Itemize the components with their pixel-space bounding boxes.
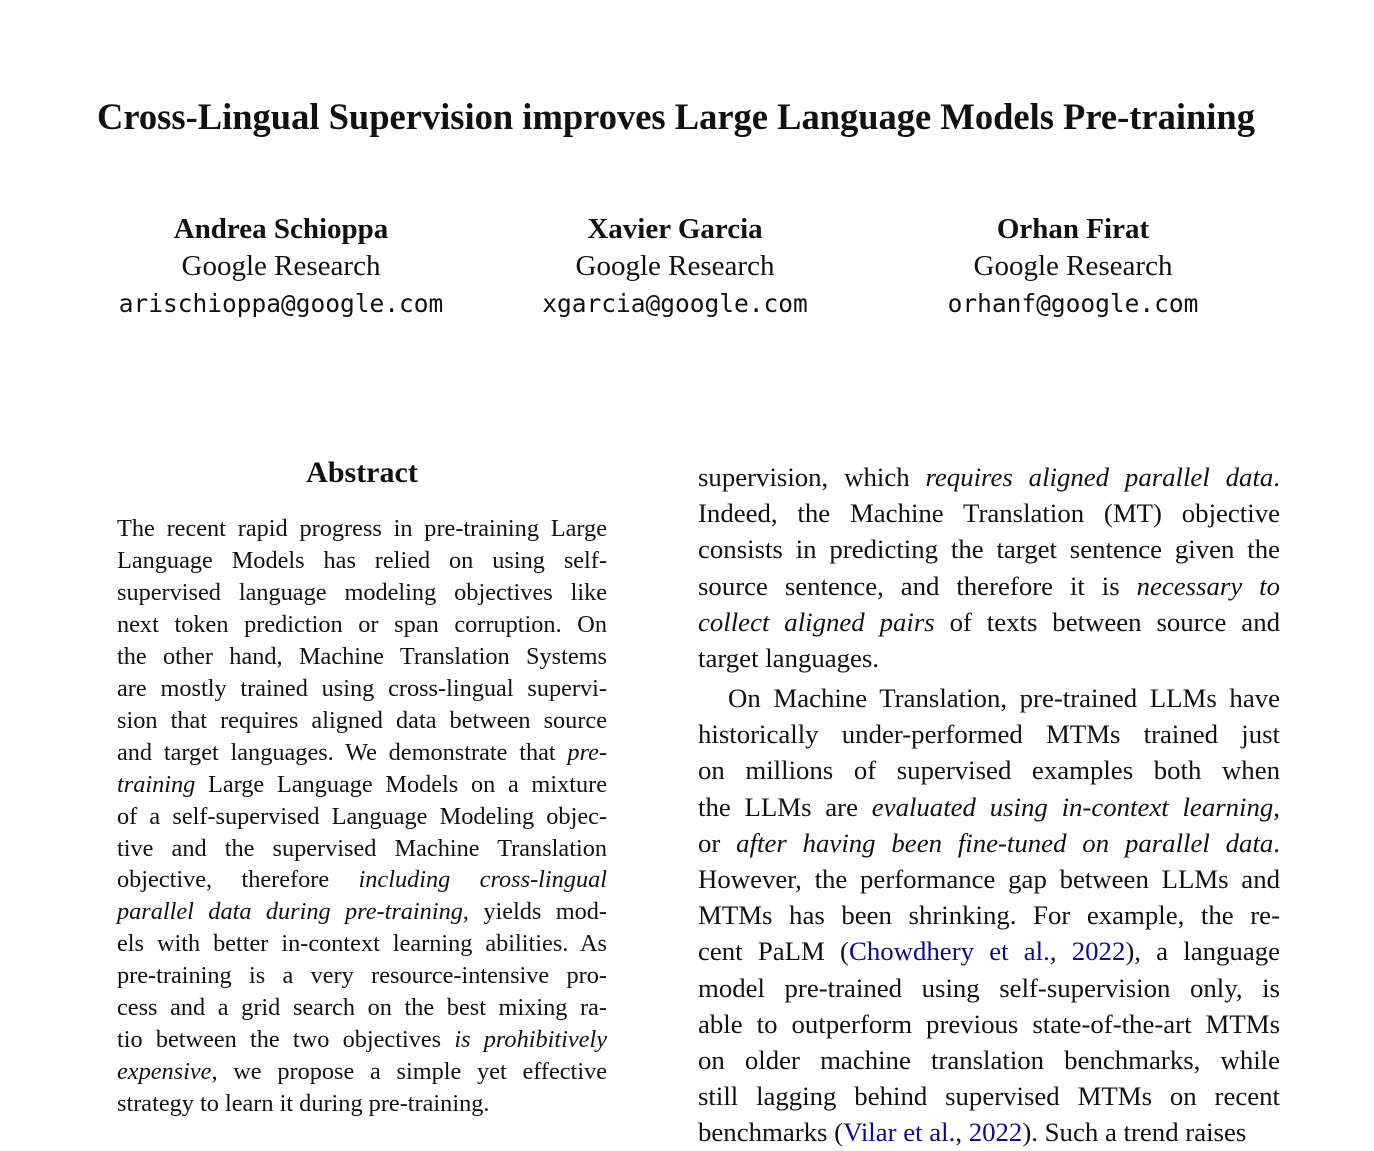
text-segment: the LLMs are <box>698 791 872 822</box>
text-line <box>117 928 607 960</box>
author-block <box>863 211 1283 322</box>
author-block <box>465 211 885 322</box>
author-affiliation: Google Research <box>181 250 381 282</box>
abstract-text <box>117 513 607 1120</box>
text-line <box>698 1006 1280 1042</box>
text-segment: and target languages. We demonstrate that <box>117 738 568 766</box>
emphasis-text: pre- <box>567 738 607 766</box>
text-segment: cent PaLM ( <box>698 936 849 967</box>
text-line <box>698 897 1280 933</box>
text-segment: supervised language modeling objectives like <box>117 578 607 606</box>
text-segment: able to outperform previous state-of-the-art MTMs <box>698 1008 1280 1039</box>
author-name: Andrea Schioppa <box>173 213 389 245</box>
text-segment: cess and a grid search on the best mixing ra- <box>117 994 607 1022</box>
text-segment: tive and the supervised Machine Translation <box>117 834 607 862</box>
text-segment: els with better in-context learning abilities. As <box>117 930 607 958</box>
emphasis-text: expensive <box>117 1058 212 1086</box>
text-line <box>698 752 1280 788</box>
text-segment: of a self-supervised Language Modeling objec- <box>117 802 607 830</box>
text-segment: on older machine translation benchmarks, while <box>698 1045 1280 1076</box>
text-line <box>698 640 1280 676</box>
text-segment: Language Models has relied on using self- <box>117 546 607 574</box>
text-segment: , <box>1049 936 1072 967</box>
author-name: Xavier Garcia <box>587 213 763 245</box>
emphasis-text: training <box>117 770 196 798</box>
text-segment: objective, therefore <box>117 866 359 894</box>
emphasis-text: is prohibitively <box>454 1026 607 1054</box>
text-line <box>698 825 1280 861</box>
author-email: arischioppa@google.com <box>118 289 444 318</box>
text-line <box>117 896 607 928</box>
text-line <box>698 933 1280 969</box>
text-line <box>698 568 1280 604</box>
text-segment: However, the performance gap between LLMs and <box>698 864 1280 895</box>
author-email: orhanf@google.com <box>947 289 1199 318</box>
text-segment: model pre-trained using self-supervision only, is <box>698 972 1280 1003</box>
text-line <box>117 1088 607 1120</box>
author-block <box>71 211 491 322</box>
text-segment: are mostly trained using cross-lingual supervi- <box>117 674 607 702</box>
text-line <box>117 960 607 992</box>
text-line <box>117 1056 607 1088</box>
text-line <box>698 716 1280 752</box>
text-segment: MTMs has been shrinking. For example, the re- <box>698 900 1280 931</box>
text-segment: target languages. <box>698 643 880 674</box>
text-line <box>117 737 607 769</box>
author-email: xgarcia@google.com <box>542 289 808 318</box>
citation-link[interactable]: Chowdhery et al. <box>848 936 1050 967</box>
text-segment: sion that requires aligned data between source <box>117 706 607 734</box>
text-line <box>117 769 607 801</box>
text-segment: , we propose a simple yet effective <box>211 1058 607 1086</box>
text-line <box>698 789 1280 825</box>
body-paragraph <box>698 459 1280 676</box>
text-line <box>117 577 607 609</box>
text-segment: , yields mod- <box>462 898 607 926</box>
text-line <box>698 495 1280 531</box>
text-segment: or <box>698 827 737 858</box>
emphasis-text: after having been fine-tuned on parallel data <box>736 827 1274 858</box>
text-line <box>117 1024 607 1056</box>
text-segment: supervision, which <box>698 462 926 492</box>
author-affiliation: Google Research <box>973 250 1173 282</box>
text-segment: historically under-performed MTMs trained just <box>698 719 1280 750</box>
text-segment: ). Such a trend raises <box>1022 1117 1247 1148</box>
text-line <box>698 680 1280 716</box>
emphasis-text: collect aligned pairs <box>698 606 935 637</box>
text-segment: benchmarks ( <box>698 1117 844 1148</box>
text-line <box>117 864 607 896</box>
text-segment: The recent rapid progress in pre-training Large <box>117 515 607 542</box>
text-line <box>117 992 607 1024</box>
text-line <box>117 545 607 577</box>
text-line <box>698 1114 1280 1150</box>
text-line <box>698 861 1280 897</box>
text-line <box>698 1042 1280 1078</box>
text-segment: next token prediction or span corruption. On <box>117 610 607 638</box>
citation-link[interactable]: 2022 <box>968 1117 1023 1148</box>
emphasis-text: requires aligned parallel data <box>925 462 1274 492</box>
emphasis-text: parallel data during pre-training <box>117 898 463 926</box>
text-segment: the other hand, Machine Translation Systems <box>117 642 607 670</box>
emphasis-text: evaluated using in-context learning <box>871 791 1274 822</box>
author-name: Orhan Firat <box>996 213 1150 245</box>
text-line <box>117 705 607 737</box>
text-line <box>117 801 607 833</box>
text-segment: tio between the two objectives <box>117 1026 455 1054</box>
text-line <box>117 641 607 673</box>
text-segment: On Machine Translation, pre-trained LLMs have <box>728 683 1280 713</box>
text-segment: , <box>955 1117 969 1148</box>
text-line <box>698 1078 1280 1114</box>
body-paragraph <box>698 680 1280 1151</box>
text-segment: source sentence, and therefore it is <box>698 570 1137 601</box>
author-affiliation: Google Research <box>575 250 775 282</box>
text-segment: Indeed, the Machine Translation (MT) objective <box>698 498 1280 529</box>
paper-title: Cross-Lingual Supervision improves Large Language Models Pre-training <box>97 96 1255 137</box>
text-segment: strategy to learn it during pre-training. <box>117 1090 490 1118</box>
text-segment: of texts between source and <box>934 606 1280 637</box>
text-segment: ), a language <box>1125 936 1281 967</box>
text-line <box>698 604 1280 640</box>
text-segment: . <box>1273 462 1280 492</box>
text-line <box>698 531 1280 567</box>
text-line <box>117 609 607 641</box>
text-line <box>698 970 1280 1006</box>
text-segment: pre-training is a very resource-intensive pro- <box>117 962 607 990</box>
text-segment: on millions of supervised examples both when <box>698 755 1280 786</box>
text-segment: . <box>1273 827 1280 858</box>
text-segment: still lagging behind supervised MTMs on recent <box>698 1081 1280 1112</box>
text-line <box>117 673 607 705</box>
abstract-heading: Abstract <box>306 456 418 489</box>
text-segment: Large Language Models on a mixture <box>195 770 607 798</box>
citation-link[interactable]: Vilar et al. <box>843 1117 956 1148</box>
text-line <box>698 459 1280 495</box>
emphasis-text: including cross-lingual <box>358 866 608 894</box>
text-line <box>117 833 607 865</box>
citation-link[interactable]: 2022 <box>1071 936 1126 967</box>
emphasis-text: necessary to <box>1136 570 1281 601</box>
text-segment: consists in predicting the target sentence given the <box>698 534 1280 565</box>
text-line <box>117 513 607 545</box>
text-segment: , <box>1273 791 1280 822</box>
